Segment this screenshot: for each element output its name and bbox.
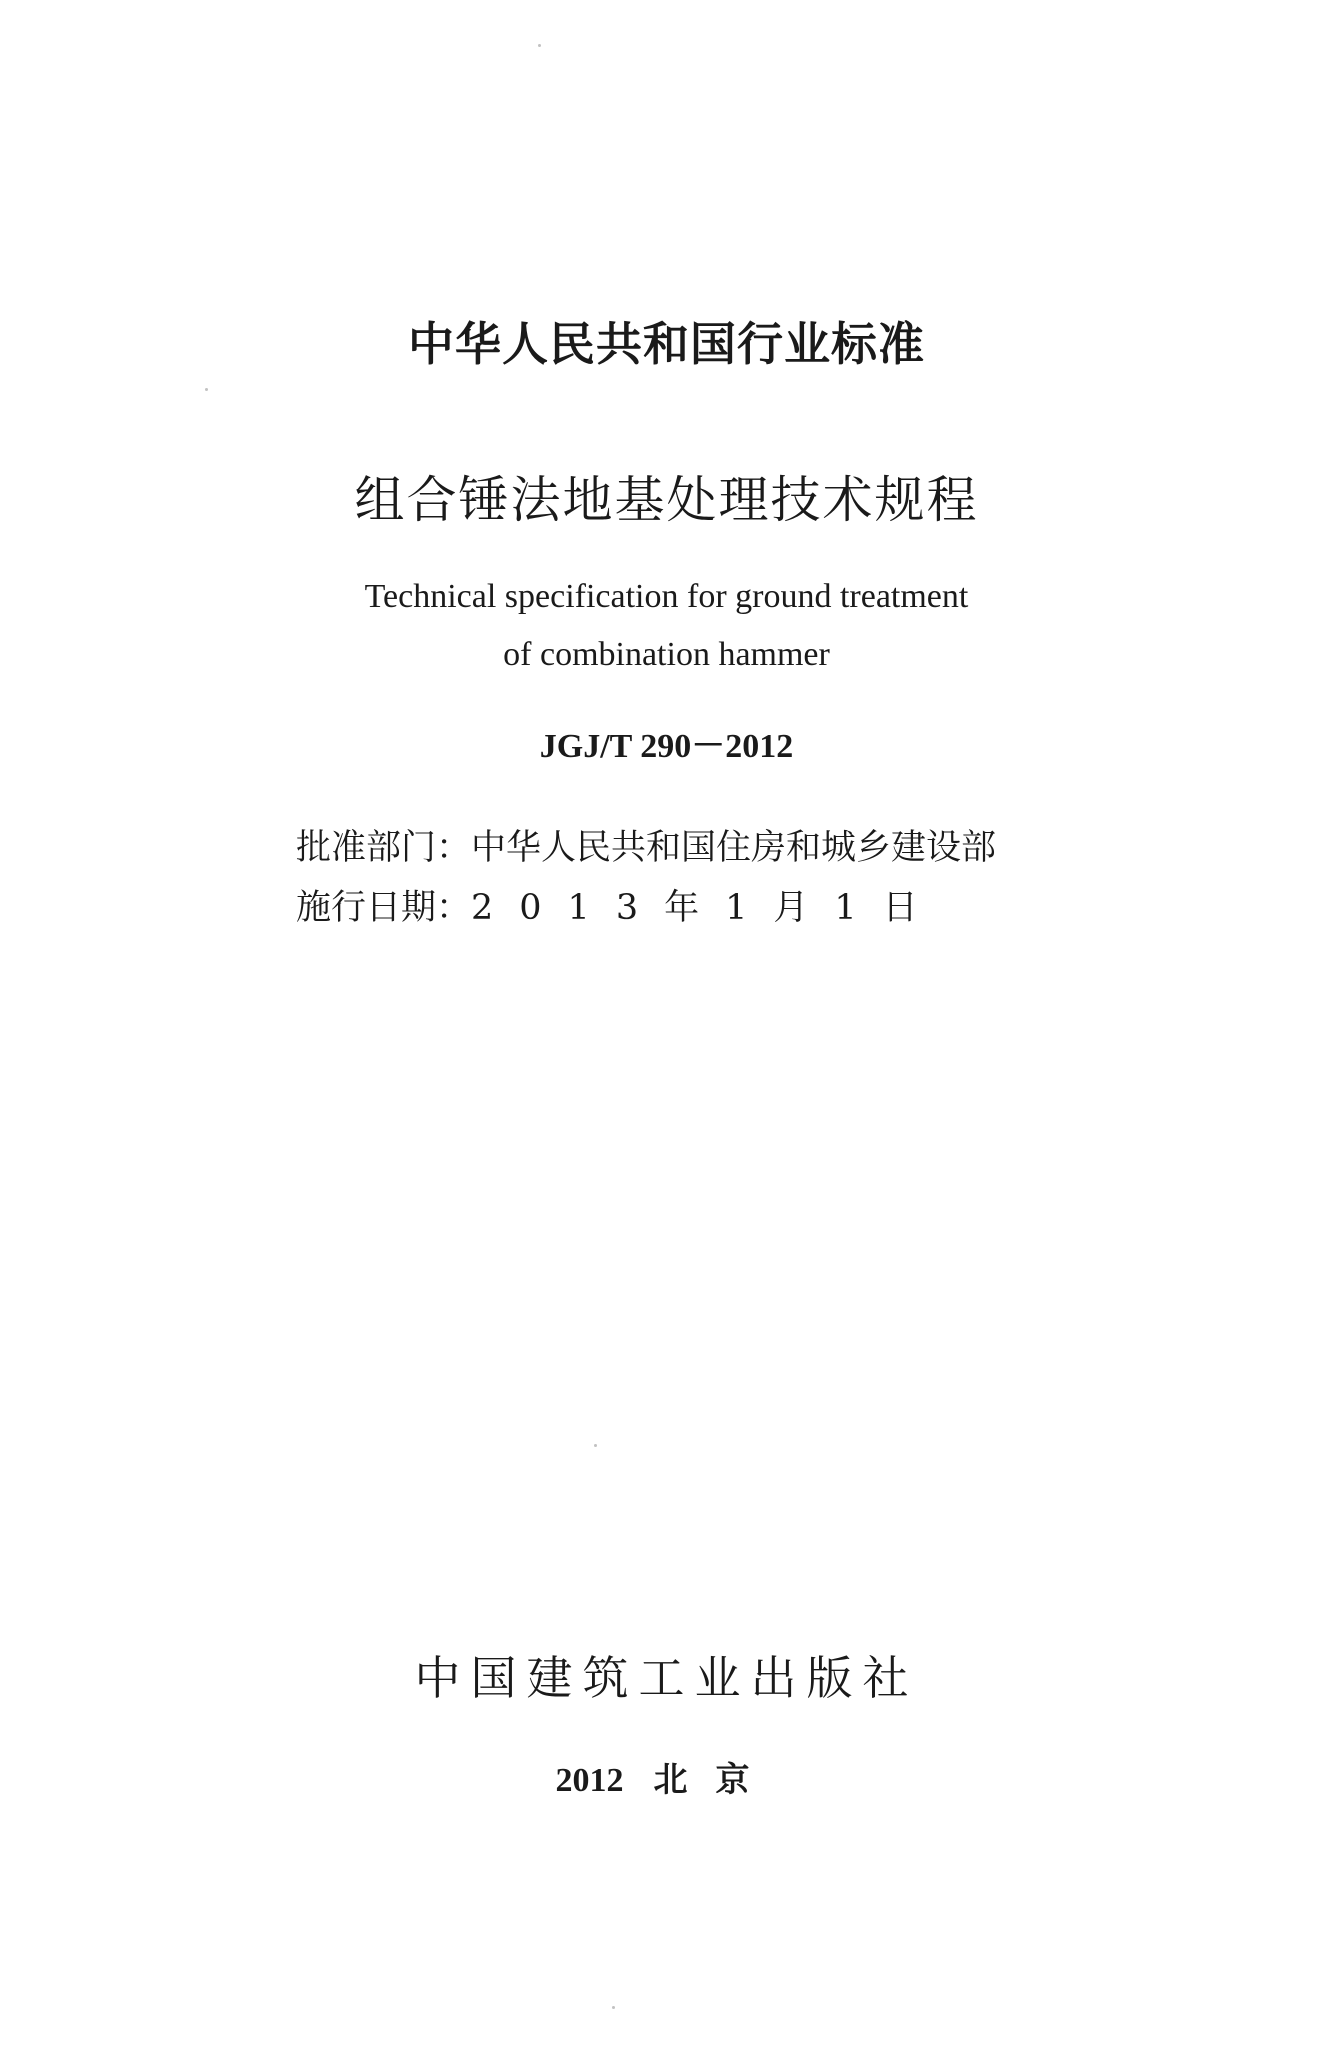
publisher: 中国建筑工业出版社 — [414, 1651, 919, 1705]
scan-speck — [538, 44, 541, 47]
publication-line — [0, 1752, 1333, 1801]
effective-date-label: 施行日期： — [296, 888, 472, 928]
title-english-line-1: Technical specification for ground treatment — [364, 578, 969, 615]
approval-value: 中华人民共和国住房和城乡建设部 — [471, 828, 997, 868]
effective-date-value: 2013年1月1日 — [471, 888, 944, 928]
standard-category: 中华人民共和国行业标准 — [408, 317, 925, 371]
title-english — [0, 568, 1333, 684]
publication-year: 2012 — [555, 1762, 624, 1799]
approval-label: 批准部门： — [296, 828, 472, 868]
scan-speck — [612, 2006, 615, 2009]
effective-date — [296, 880, 944, 930]
approval-department — [296, 820, 996, 870]
scan-speck — [205, 388, 208, 391]
title-english-line-2: of combination hammer — [503, 636, 830, 673]
standard-code: JGJ/T 290－2012 — [539, 728, 794, 765]
title-chinese: 组合锤法地基处理技术规程 — [354, 471, 979, 529]
publication-city: 北京 — [653, 1762, 778, 1799]
scan-speck — [594, 1444, 597, 1447]
